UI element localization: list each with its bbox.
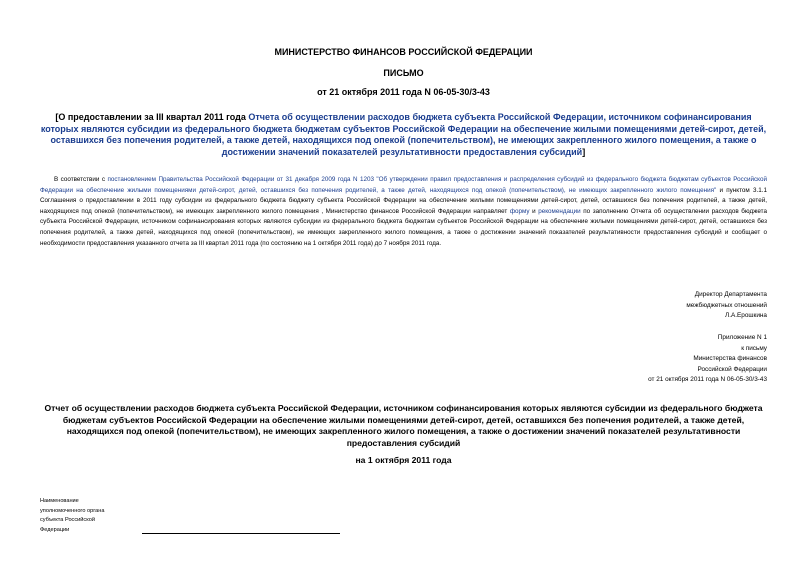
body-text-2: и пунктом 3.1.1 Соглашения о предоставлении в 2011 году субсидии из федерального бюджета бюджету субъекта Российской Федерации на обеспечение жилыми помещениями детей-сирот, детей, оставшихся без попечения родителей, а также детей, находящихся под опекой (попечительством), не имеющих закрепленного жилого помещения , Министерство финансов Российской Федерации направляет: [40, 186, 768, 215]
appendix-ministry: Министерства финансов: [693, 355, 767, 362]
resolution-link[interactable]: постановлением Правительства Российской Федерации от 31 декабря 2009 года N 1203 "Об утверждении правил предоставления и распределения субсидий из федерального бюджета бюджетам субъектов Российской Федерации на обеспечение жилыми помещениями детей-сирот, детей, оставшихся без попечения родителей, а также детей, находящихся под опекой (попечительством), не имеющих закрепленного жилого помещения": [40, 176, 767, 194]
appendix-block: [648, 333, 767, 386]
signature-department: межбюджетных отношений: [686, 301, 767, 309]
appendix-federation: Российской Федерации: [697, 365, 767, 373]
appendix-to-letter: к письму: [741, 344, 767, 352]
subject-report-link[interactable]: Отчета об осуществлении расходов бюджета субъекта Российской Федерации, источником софинансирования которых являются субсидии из федерального бюджета бюджетам субъектов Российской Федерации на обеспечение жилыми помещениями детей-сирот, детей, оставшихся без попечения родителей, а также детей, находящихся под опекой (попечительством), не имеющих закрепленного жилого помещения, а также о достижении значений показателей результативности предоставления субсидий: [40, 112, 767, 157]
org-label-line-3: субъекта Российской: [40, 517, 95, 523]
form-link[interactable]: форму: [509, 207, 530, 215]
body-text-1: В соответствии с: [54, 176, 108, 183]
document-date: от 21 октября 2011 года N 06-05-30/3-43: [317, 87, 490, 97]
report-title: Отчет об осуществлении расходов бюджета субъекта Российской Федерации, источником софинансирования которых являются субсидии из федерального бюджета бюджетам субъектов Российской Федерации на обеспечение жилыми помещениями детей-сирот, детей, оставшихся без попечения родителей, а также детей, находящихся под опекой (попечительством), не имеющих закрепленного жилого помещения, а также о достижении значений показателей результативности предоставления субсидий: [44, 403, 763, 448]
body-text-4: по заполнению Отчета об осуществлении расходов бюджета субъекта Российской Федерации, источником софинансирования которых являются субсидии из федерального бюджета бюджетам субъектов Российской Федерации на обеспечение жилыми помещениями детей-сирот, детей, оставшихся без попечения родителей, а также детей, находящихся под опекой (попечительством), не имеющих закрепленного жилого помещения, а также о достижении значений показателей результативности предоставления субсидий и сообщает о необходимости предоставления указанного отчета за III квартал 2011 года (по состоянию на 1 октября 2011 года) до 7 ноября 2011 года.: [40, 207, 767, 247]
appendix-number: Приложение N 1: [717, 334, 767, 341]
subject-prefix: [О предоставлении за III квартал 2011 года: [55, 112, 249, 122]
organization-label: [40, 497, 140, 535]
subject-suffix: ]: [582, 146, 586, 157]
org-label-line-4: Федерации: [40, 526, 70, 533]
organization-fill-line: [142, 533, 340, 534]
recommendations-link[interactable]: рекомендации: [538, 207, 581, 215]
appendix-date: от 21 октября 2011 года N 06-05-30/3-43: [648, 376, 767, 383]
org-label-line-2: уполномоченного органа: [40, 507, 105, 514]
signature-name: Л.А.Ерошкина: [725, 312, 767, 319]
ministry-heading: МИНИСТЕРСТВО ФИНАНСОВ РОССИЙСКОЙ ФЕДЕРАЦИИ: [274, 47, 533, 57]
document-subject: [40, 112, 767, 158]
report-date: на 1 октября 2011 года: [355, 455, 452, 465]
org-label-line-1: Наименование: [40, 498, 79, 504]
letter-body: [40, 175, 767, 249]
signature-position: Директор Департамента: [694, 291, 767, 298]
document-type: ПИСЬМО: [383, 68, 424, 78]
body-text-3: и: [529, 207, 539, 215]
signature-block: [686, 290, 767, 322]
